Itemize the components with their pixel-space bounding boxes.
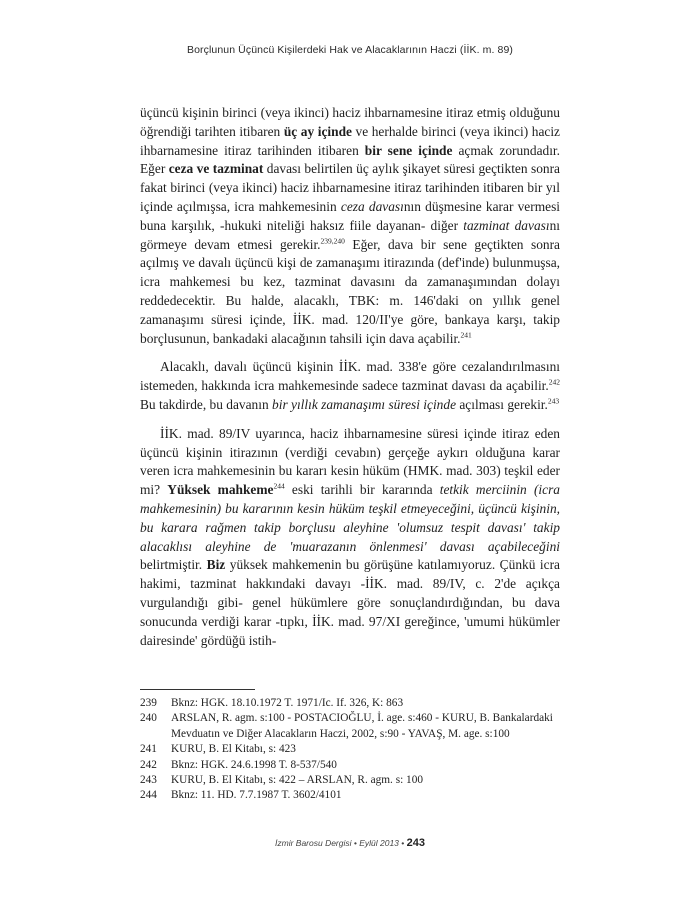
text-run: İİK. mad. 89/IV uyarınca, haciz ihbarnamesine süresi içinde itiraz eden üçüncü kişinin itirazının (verdiği cevabın) gerçeğe aykırı olduğuna karar veren icra mahkemesinin bu kararı kesin hüküm (HMK. mad. 303) teşkil eder mi? [140,425,560,498]
footnote-243 [140,773,560,788]
footnote-240 [140,711,560,742]
footnote-ref[interactable]: 243 [547,396,560,406]
text-run: davası belirtilen üç aylık şikayet süresi geçtikten sonra fakat birinci (veya ikinci) haciz ihbarnamesine itiraz tarihinden itibaren bir yıl içinde açılmışsa, icra mahkemesinin [140,161,560,214]
footnote-text: Bknz: HGK. 24.6.1998 T. 8-537/540 [171,758,337,771]
footnote-239 [140,696,560,711]
footnote-divider [140,689,255,690]
text-run: eski tarihli bir kararında [284,482,440,498]
text-run: açılması gerekir. [456,396,548,412]
footnote-number: 244 [140,789,157,802]
italic-term: tetkik merciinin (icra mahkemesinin) bu kararının kesin hüküm teşkil etmeyeceğini, üçüncü kişinin, bu karara rağmen takip borçlusu aleyhine 'olumsuz tespit davası' takip alacaklısı aleyhine de 'muarazanın önlenmesi' davası açabileceğini [140,482,560,554]
text-run: ve herhalde birinci (veya ikinci) haciz ihbarnamesine itiraz tarihinden itibaren [140,123,560,158]
paragraph-3 [140,425,560,651]
italic-term: ceza davası [340,198,404,214]
footnote-text: Bknz: 11. HD. 7.7.1987 T. 3602/4101 [171,789,342,802]
text-run: belirtmiştir. [140,557,207,573]
text-run: açmak zorundadır. Eğer [140,142,560,177]
paragraph-1 [140,104,560,348]
paragraph-gap [140,348,560,358]
footnote-text: Bknz: HGK. 18.10.1972 T. 1971/Ic. If. 326, K: 863 [171,697,404,709]
italic-term: bir yıllık zamanaşımı süresi içinde [272,396,457,412]
bold-term: Biz [206,557,226,573]
text-run: Eğer, dava bir sene geçtikten sonra açılmış ve davalı üçüncü kişi de zamanaşımı itirazında (def'inde) bulunmuşsa, icra mahkemesi bu kez, tazminat davasını da zamanaşımından dolayı reddedecektir. Bu halde, alacaklı, TBK: m. 146'daki on yıllık genel zamanaşımı süresi içinde, İİK. mad. 120/II'ye göre, bankaya karşı, takip borçlusunun, bankadaki alacağının tahsili için dava açabilir. [140,236,560,346]
footnote-241 [140,742,560,757]
footnote-ref[interactable]: 242 [548,377,560,387]
bold-term: Yüksek mahkeme [167,482,274,498]
footnote-number: 240 [140,712,157,725]
paragraph-gap [140,415,560,425]
footnote-text: KURU, B. El Kitabı, s: 423 [171,743,296,756]
footnote-text: KURU, B. El Kitabı, s: 422 – ARSLAN, R. agm. s: 100 [171,774,423,787]
bold-term: ceza ve tazminat [168,161,264,177]
text-run: yüksek mahkemenin bu görüşüne katılamıyoruz. Çünkü icra hakimi, tazminat hakkındaki davayı -İİK. mad. 89/IV, c. 2'de açıkça vurgulandığı gibi- genel hükümlere göre sonuçlandırdığından, bu dava sonucunda verdiği karar -tıpkı, İİK. mad. 97/XI gereğince, 'umumi hükümler dairesinde' gördüğü istih- [140,557,560,648]
footnote-number: 243 [140,774,157,787]
footnote-244 [140,788,560,803]
footnote-number: 239 [140,697,157,709]
text-run: Alacaklı, davalı üçüncü kişinin İİK. mad. 338'e göre cezalandırılmasını istemeden, hakkında icra mahkemesinde sadece tazminat davası da açabilir. [140,359,560,394]
page-number: 243 [406,837,425,849]
text-run: üçüncü kişinin birinci (veya ikinci) haciz ihbarnamesine itiraz etmiş olduğunu öğrendiği tarihten itibaren [140,105,560,139]
footnote-number: 241 [140,743,157,756]
text-run: nı görmeye devam etmesi gerekir. [140,217,560,252]
footnote-text: ARSLAN, R. agm. s:100 - POSTACIOĞLU, İ. age. s:460 - KURU, B. Bankalardaki Mevduatın ve Diğer Alacakların Haczi, 2002, s:90 - YAVAŞ, M. age. s:100 [171,712,553,740]
bold-term: bir sene içinde [364,142,453,158]
bold-term: üç ay içinde [283,123,352,139]
paragraph-2 [140,358,560,414]
footnote-number: 242 [140,758,157,771]
page-footer [0,837,700,849]
journal-name: İzmir Barosu Dergisi • Eylül 2013 • [275,838,405,848]
footnote-ref[interactable]: 239,240 [320,236,345,246]
footnote-ref[interactable]: 241 [460,330,472,340]
body-text [140,104,560,650]
footnote-242 [140,758,560,773]
footnote-ref[interactable]: 244 [273,481,285,491]
running-head: Borçlunun Üçüncü Kişilerdeki Hak ve Alacaklarının Haczi (İİK. m. 89) [186,44,513,56]
italic-term: tazminat davası [463,217,550,233]
text-run: nın düşmesine karar vermesi buna karşılık, -hukuki niteliği haksız fiile dayanan- diğer [140,198,561,233]
text-run: Bu takdirde, bu davanın [140,396,273,412]
footnotes [140,696,560,804]
